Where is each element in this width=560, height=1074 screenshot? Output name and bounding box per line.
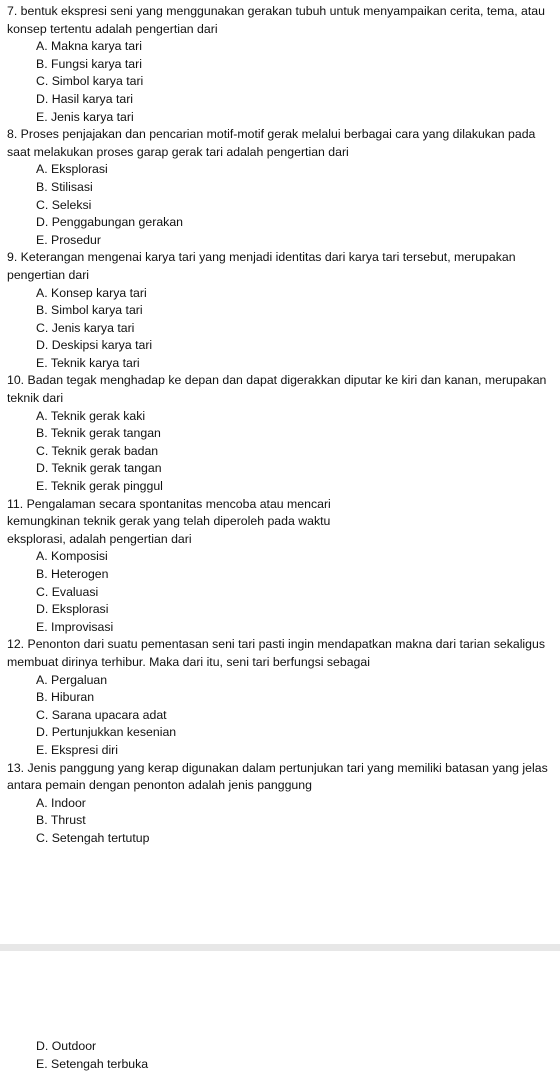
- option-d: D. Penggabungan gerakan: [36, 215, 183, 230]
- option-a: A. Komposisi: [36, 549, 108, 564]
- option-a: A. Indoor: [36, 795, 86, 810]
- question-7: [0, 3, 560, 126]
- question-list: [0, 3, 560, 848]
- option-a: A. Makna karya tari: [36, 39, 142, 54]
- option-e: E. Ekspresi diri: [36, 742, 119, 757]
- option-d: D. Teknik gerak tangan: [36, 461, 162, 476]
- page-break-divider: [0, 944, 560, 951]
- option-c: C. Evaluasi: [36, 584, 99, 599]
- option-b: B. Thrust: [36, 813, 86, 828]
- option-c: C. Jenis karya tari: [36, 320, 135, 335]
- question-12: [0, 636, 560, 759]
- option-d: D. Outdoor: [36, 1039, 97, 1053]
- option-list: [0, 795, 560, 848]
- option-c: C. Teknik gerak badan: [36, 443, 159, 458]
- question-text: 8. Proses penjajakan dan pencarian motif-motif gerak melalui berbagai cara yang dilakukan pada saat melakukan proses garap gerak tari adalah pengertian dari: [7, 127, 536, 159]
- option-e: E. Prosedur: [36, 232, 101, 247]
- option-b: B. Fungsi karya tari: [36, 56, 142, 71]
- option-b: B. Simbol karya tari: [36, 303, 143, 318]
- question-13-continued: [0, 1038, 560, 1073]
- option-e: E. Setengah terbuka: [36, 1056, 149, 1071]
- option-c: C. Seleksi: [36, 197, 92, 212]
- question-text: 12. Penonton dari suatu pementasan seni tari pasti ingin mendapatkan makna dari tarian sekaligus membuat dirinya terhibur. Maka dari itu, seni tari berfungsi sebagai: [7, 637, 545, 669]
- option-list: [0, 285, 560, 373]
- option-list: [0, 548, 560, 636]
- question-13: [0, 760, 560, 848]
- option-list: [0, 408, 560, 496]
- option-c: C. Simbol karya tari: [36, 74, 144, 89]
- option-list: [0, 38, 560, 126]
- option-e: E. Teknik gerak pinggul: [36, 479, 163, 494]
- option-b: B. Stilisasi: [36, 179, 93, 194]
- question-text: 11. Pengalaman secara spontanitas mencoba atau mencari kemungkinan teknik gerak yang telah diperoleh pada waktu eksplorasi, adalah pengertian dari: [7, 496, 331, 546]
- question-10: [0, 372, 560, 495]
- option-list: [0, 672, 560, 760]
- option-list: [0, 161, 560, 249]
- option-d: D. Pertunjukkan kesenian: [36, 725, 177, 740]
- question-8: [0, 126, 560, 249]
- question-text: 7. bentuk ekspresi seni yang menggunakan gerakan tubuh untuk menyampaikan cerita, tema, atau konsep tertentu adalah pengertian dari: [7, 4, 545, 36]
- option-b: B. Hiburan: [36, 690, 95, 705]
- option-d: D. Eksplorasi: [36, 602, 109, 617]
- option-a: A. Teknik gerak kaki: [36, 408, 146, 423]
- question-9: [0, 249, 560, 372]
- option-list: [0, 1038, 560, 1073]
- option-d: D. Deskipsi karya tari: [36, 338, 153, 353]
- option-b: B. Heterogen: [36, 567, 109, 581]
- question-11: [0, 496, 560, 637]
- option-b: B. Teknik gerak tangan: [36, 426, 161, 441]
- question-text: 13. Jenis panggung yang kerap digunakan dalam pertunjukan tari yang memiliki batasan yang jelas antara pemain dengan penonton adalah jenis panggung: [7, 760, 548, 793]
- option-c: C. Setengah tertutup: [36, 830, 150, 845]
- option-e: E. Improvisasi: [36, 619, 114, 634]
- question-text: 9. Keterangan mengenai karya tari yang menjadi identitas dari karya tari tersebut, merupakan pengertian dari: [7, 250, 516, 282]
- option-a: A. Pergaluan: [36, 672, 108, 687]
- option-a: A. Konsep karya tari: [36, 285, 147, 300]
- option-e: E. Teknik karya tari: [36, 355, 140, 370]
- option-e: E. Jenis karya tari: [36, 109, 134, 124]
- question-text: 10. Badan tegak menghadap ke depan dan dapat digerakkan diputar ke kiri dan kanan, merupakan teknik dari: [7, 373, 547, 406]
- option-c: C. Sarana upacara adat: [36, 707, 167, 722]
- option-a: A. Eksplorasi: [36, 162, 108, 177]
- option-d: D. Hasil karya tari: [36, 91, 134, 106]
